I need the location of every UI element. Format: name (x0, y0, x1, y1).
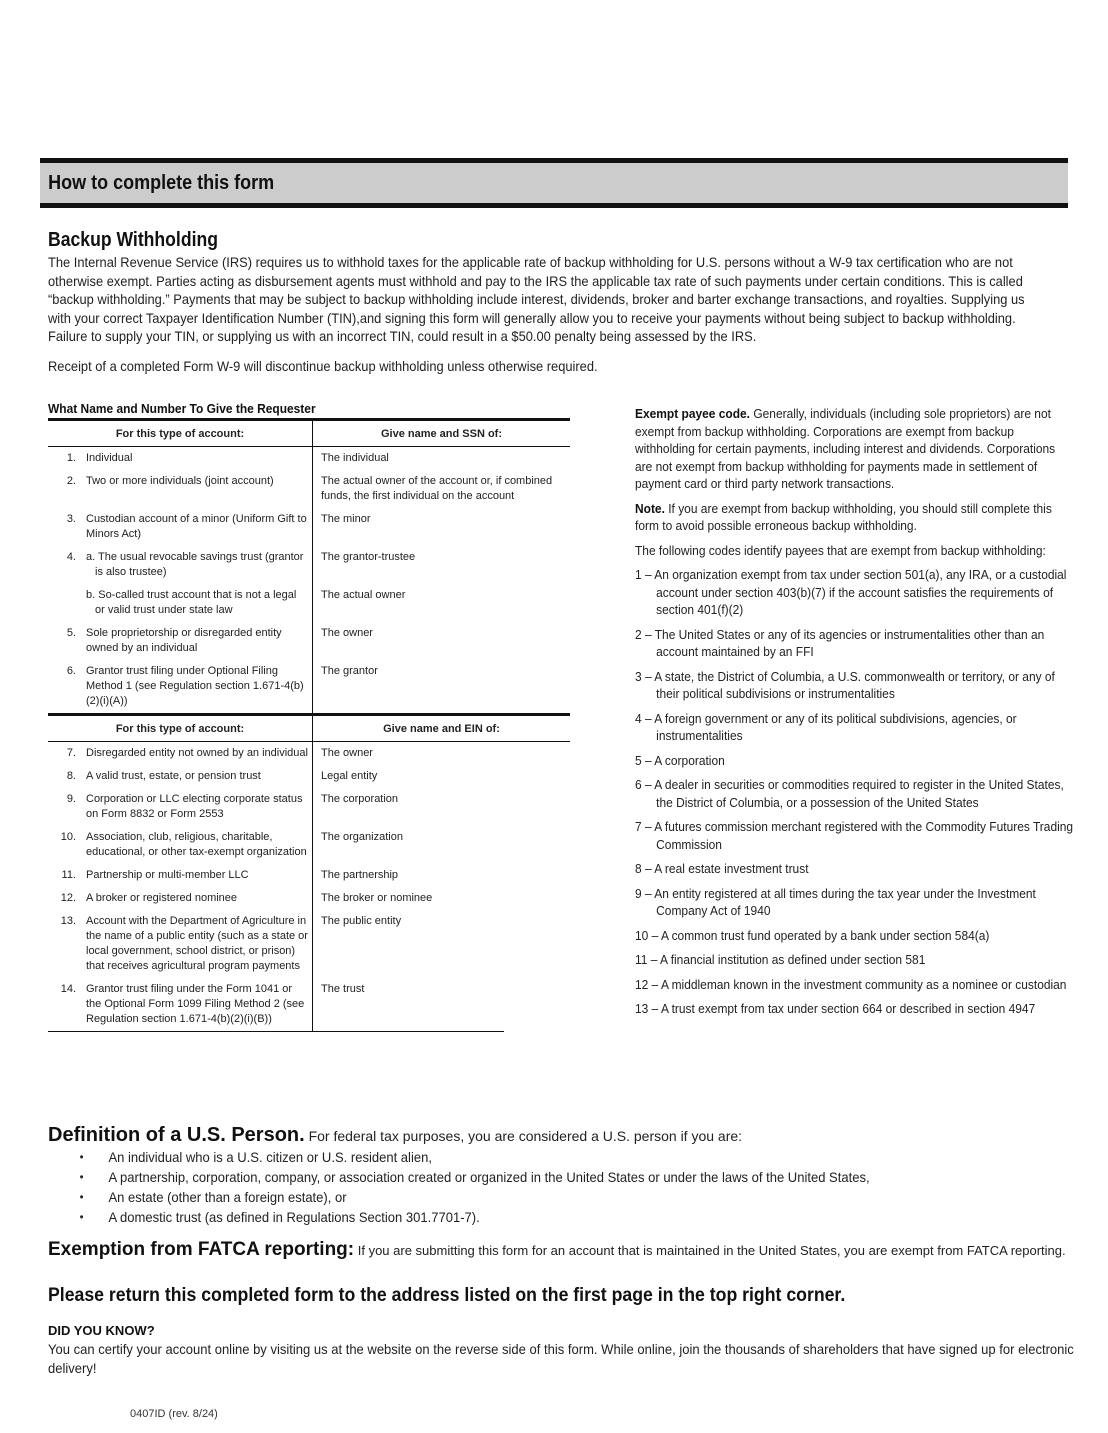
exempt-payee-section (635, 405, 1074, 1025)
codes-intro: The following codes identify payees that are exempt from backup withholding: (635, 542, 1046, 558)
fatca-heading: Exemption from FATCA reporting: (48, 1239, 355, 1260)
list-item: • A domestic trust (as defined in Regulations Section 301.7701-7). (48, 1207, 1006, 1227)
fatca-text: If you are submitting this form for an account that is maintained in the United States, you are exempt from FATCA reporting. (357, 1243, 1066, 1258)
row-number: 4. (66, 551, 76, 563)
give-name: The organization (321, 831, 403, 843)
note-paragraph (635, 500, 1058, 535)
backup-receipt: Receipt of a completed Form W-9 will discontinue backup withholding unless otherwise required. (48, 357, 598, 374)
table-row (48, 788, 570, 826)
exempt-code-paragraph (635, 405, 1058, 493)
backup-withholding-section (48, 227, 1058, 375)
did-you-know-section (48, 1322, 1078, 1377)
row-number: 6. (66, 665, 76, 677)
backup-heading: Backup Withholding (48, 229, 218, 251)
list-item: 11 – A financial institution as defined under section 581 (635, 952, 926, 967)
account-type: Two or more individuals (joint account) (86, 470, 313, 508)
ssn-col-account: For this type of account: (48, 420, 313, 447)
row-number: 5. (66, 627, 76, 639)
account-type: Sole proprietorship or disregarded entity owned by an individual (86, 622, 313, 660)
did-you-know-heading: DID YOU KNOW? (48, 1323, 155, 1338)
section-banner (40, 158, 1068, 208)
account-type: Corporation or LLC electing corporate status on Form 8832 or Form 2553 (86, 788, 313, 826)
account-type: Grantor trust filing under Optional Filing Method 1 (see Regulation section 1.671-4(b)(2)(i)(A)) (86, 660, 313, 715)
row-number: 14. (60, 983, 76, 995)
list-item: 10 – A common trust fund operated by a bank under section 584(a) (635, 927, 990, 943)
account-type: Partnership or multi-member LLC (86, 864, 313, 887)
give-name: The grantor-trustee (321, 551, 416, 563)
did-you-know-text: You can certify your account online by visiting us at the website on the reverse side of this form. While online, join the thousands of shareholders that have signed up for electronic delivery! (48, 1341, 1074, 1376)
requester-tables (48, 401, 578, 1032)
account-type: A broker or registered nominee (86, 887, 313, 910)
form-number: 0407ID (rev. 8/24) (130, 1408, 218, 1420)
backup-body: The Internal Revenue Service (IRS) requires us to withhold taxes for the applicable rate of backup withholding for U.S. persons without a W-9 tax certification who are not otherwise exempt. Parties acting as disbursement agents must withhold and pay to the IRS the applicable tax rate of such payments under certain conditions. This is called “backup withholding.” Payments that may be subject to backup withholding include interest, dividends, broker and barter exchange transactions, and royalties. Supplying us with your correct Taxpayer Identification Number (TIN),and signing this form will generally allow you to receive your payments without being subject to backup withholding. Failure to supply your TIN, or supplying us with an incorrect TIN, could result in a $50.00 penalty being assessed by the IRS. (48, 254, 1025, 344)
give-name: The owner (321, 627, 373, 639)
table-row (48, 887, 570, 910)
give-name: The grantor (321, 665, 378, 677)
table-row (48, 660, 570, 715)
account-type: b. So-called trust account that is not a legal or valid trust under state law (86, 589, 297, 616)
row-number: 13. (60, 915, 76, 927)
give-name: The actual owner of the account or, if combined funds, the first individual on the account (321, 475, 553, 502)
list-item: 8 – A real estate investment trust (635, 861, 809, 876)
table-bottom-rule (48, 1031, 504, 1032)
us-person-section (48, 1124, 1078, 1227)
row-number: 9. (66, 793, 76, 805)
give-name: The public entity (321, 915, 402, 927)
list-item: 13 – A trust exempt from tax under section 664 or described in section 4947 (635, 1001, 1036, 1016)
us-person-heading: Definition of a U.S. Person. (48, 1124, 305, 1146)
give-name: The broker or nominee (321, 892, 433, 904)
give-name: The partnership (321, 869, 399, 881)
return-instruction: Please return this completed form to the address listed on the first page in the top right corner. (48, 1285, 846, 1306)
table-row (48, 978, 570, 1031)
give-name: The owner (321, 747, 373, 759)
table-row (48, 470, 570, 508)
account-type: Grantor trust filing under the Form 1041 or the Optional Form 1099 Filing Method 2 (see Regulation section 1.671-4(b)(2)(i)(B)) (86, 978, 313, 1031)
ein-table (48, 742, 570, 1032)
list-item: 7 – A futures commission merchant registered with the Commodity Futures Trading Commission (635, 819, 1074, 852)
table-row (48, 864, 570, 887)
list-item: • A partnership, corporation, company, or association created or organized in the United States or under the laws of the United States, (48, 1167, 1006, 1187)
list-item: 2 – The United States or any of its agencies or instrumentalities other than an account maintained by an FFI (635, 626, 1045, 659)
table-row (48, 826, 570, 864)
ssn-table (48, 418, 570, 1031)
give-name: The corporation (321, 793, 399, 805)
list-item: 9 – An entity registered at all times during the tax year under the Investment Company Act of 1940 (635, 885, 1036, 918)
us-person-list (48, 1147, 1078, 1227)
list-item: 1 – An organization exempt from tax under section 501(a), any IRA, or a custodial account under section 403(b)(7) if the account satisfies the requirements of section 401(f)(2) (635, 567, 1067, 617)
account-type: Individual (86, 447, 313, 471)
give-name: The actual owner (321, 589, 406, 601)
us-person-lead (48, 1124, 1078, 1147)
table-row (48, 584, 570, 622)
table-row (48, 546, 570, 584)
exempt-code-text: Generally, individuals (including sole proprietors) are not exempt from backup withholding. Corporations are exempt from backup withholding for certain payments, including interest and dividends. Corporations are not exempt from backup withholding for payments made in settlement of payment card or third party network transactions. (635, 406, 1056, 491)
list-item: 3 – A state, the District of Columbia, a U.S. commonwealth or territory, or any of their political subdivisions or instrumentalities (635, 668, 1055, 701)
requester-heading: What Name and Number To Give the Requester (48, 401, 316, 416)
row-number (48, 584, 86, 622)
table-row (48, 447, 570, 471)
account-type: Association, club, religious, charitable, educational, or other tax-exempt organization (86, 826, 313, 864)
give-name: The trust (321, 983, 365, 995)
table-row (48, 622, 570, 660)
note-text: If you are exempt from backup withholding, you should still complete this form to avoid possible erroneous backup withholding. (635, 500, 1052, 533)
give-name: The individual (321, 452, 389, 464)
ssn-col-give: Give name and SSN of: (313, 420, 571, 447)
account-type: a. The usual revocable savings trust (grantor is also trustee) (86, 551, 304, 578)
table-row (48, 742, 570, 766)
fatca-section (48, 1238, 1088, 1263)
us-person-intro: For federal tax purposes, you are considered a U.S. person if you are: (308, 1128, 743, 1144)
account-type: Custodian account of a minor (Uniform Gift to Minors Act) (86, 508, 313, 546)
row-number: 10. (60, 831, 76, 843)
list-item: 6 – A dealer in securities or commodities required to register in the United States, the District of Columbia, or a possession of the United States (635, 777, 1064, 810)
account-type: Disregarded entity not owned by an individual (86, 742, 313, 766)
account-type: A valid trust, estate, or pension trust (86, 765, 313, 788)
row-number: 11. (61, 869, 76, 881)
table-row (48, 765, 570, 788)
row-number: 2. (66, 475, 76, 487)
give-name: The minor (321, 513, 371, 525)
row-number: 8. (66, 770, 76, 782)
note-label: Note. (635, 500, 665, 516)
row-number: 3. (66, 513, 76, 525)
banner-title: How to complete this form (48, 172, 275, 194)
list-item: • An individual who is a U.S. citizen or U.S. resident alien, (48, 1147, 1006, 1167)
list-item: 12 – A middleman known in the investment community as a nominee or custodian (635, 976, 1067, 992)
account-type: Account with the Department of Agriculture in the name of a public entity (such as a state or local government, school district, or prison) that receives agricultural program payments (86, 910, 313, 978)
exempt-code-label: Exempt payee code. (635, 406, 750, 421)
table-row (48, 508, 570, 546)
table-row (48, 910, 570, 978)
list-item: 4 – A foreign government or any of its political subdivisions, agencies, or instrumentalities (635, 710, 1017, 743)
ein-col-account: For this type of account: (48, 715, 313, 742)
row-number: 12. (60, 892, 76, 904)
row-number: 7. (66, 747, 76, 759)
ein-col-give: Give name and EIN of: (313, 715, 571, 742)
list-item: • An estate (other than a foreign estate), or (48, 1187, 1006, 1207)
row-number: 1. (66, 452, 76, 464)
give-name: Legal entity (321, 770, 378, 782)
list-item: 5 – A corporation (635, 752, 725, 768)
